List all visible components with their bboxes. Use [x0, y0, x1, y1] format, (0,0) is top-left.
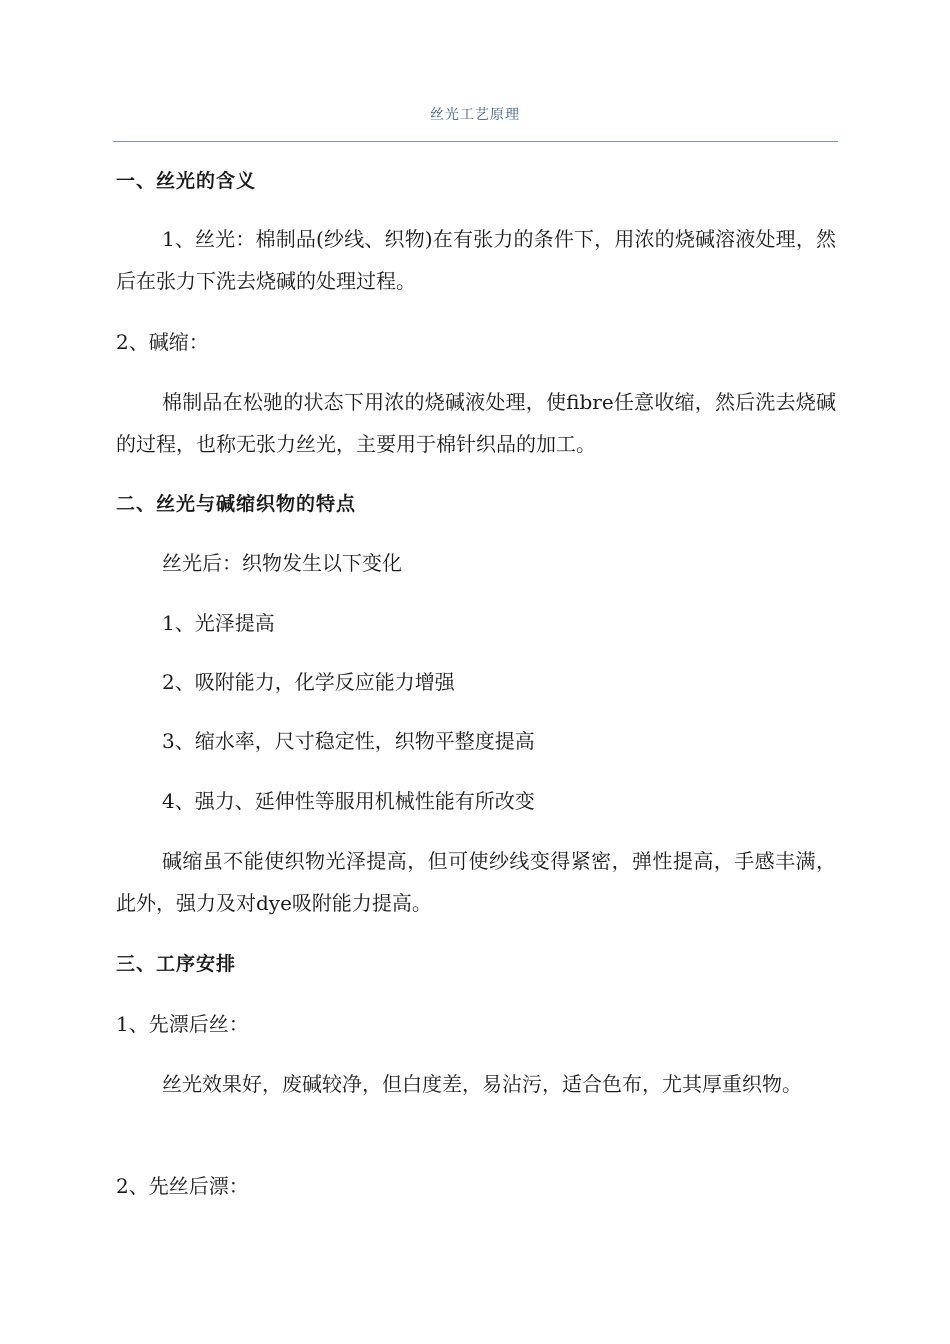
- paragraph-caustic-shrink-definition: 棉制品在松驰的状态下用浓的烧碱液处理，使fibre任意收缩，然后洗去烧碱的过程，也称无张力丝光，主要用于棉针织品的加工。: [116, 390, 836, 456]
- paragraph-changes-intro: 丝光后：织物发生以下变化: [162, 551, 402, 575]
- paragraph-mercerization-definition: 1、丝光：棉制品(纱线、织物)在有张力的条件下，用浓的烧碱溶液处理，然后在张力下洗去烧碱的处理过程。: [116, 227, 836, 293]
- list-item: 4、强力、延伸性等服用机械性能有所改变: [162, 789, 535, 813]
- section-heading-2: 二、丝光与碱缩织物的特点: [116, 493, 357, 515]
- paragraph-bleach-first-label: 1、先漂后丝：: [116, 1012, 249, 1036]
- list-item: 1、光泽提高: [162, 611, 275, 635]
- header-divider: [113, 141, 838, 142]
- page-header-title: 丝光工艺原理: [430, 107, 520, 123]
- paragraph-caustic-shrink-effects: 碱缩虽不能使织物光泽提高，但可使纱线变得紧密，弹性提高，手感丰满，此外，强力及对dye吸附能力提高。: [116, 849, 836, 915]
- list-item: 3、缩水率，尺寸稳定性，织物平整度提高: [162, 729, 535, 753]
- paragraph-bleach-first-desc: 丝光效果好，废碱较净，但白度差，易沾污，适合色布，尤其厚重织物。: [162, 1072, 802, 1096]
- section-heading-1: 一、丝光的含义: [116, 170, 257, 192]
- section-heading-3: 三、工序安排: [116, 953, 237, 975]
- paragraph-mercerize-first-label: 2、先丝后漂：: [116, 1174, 249, 1198]
- list-item: 2、吸附能力，化学反应能力增强: [162, 670, 455, 694]
- paragraph-caustic-shrink-label: 2、碱缩：: [116, 330, 209, 354]
